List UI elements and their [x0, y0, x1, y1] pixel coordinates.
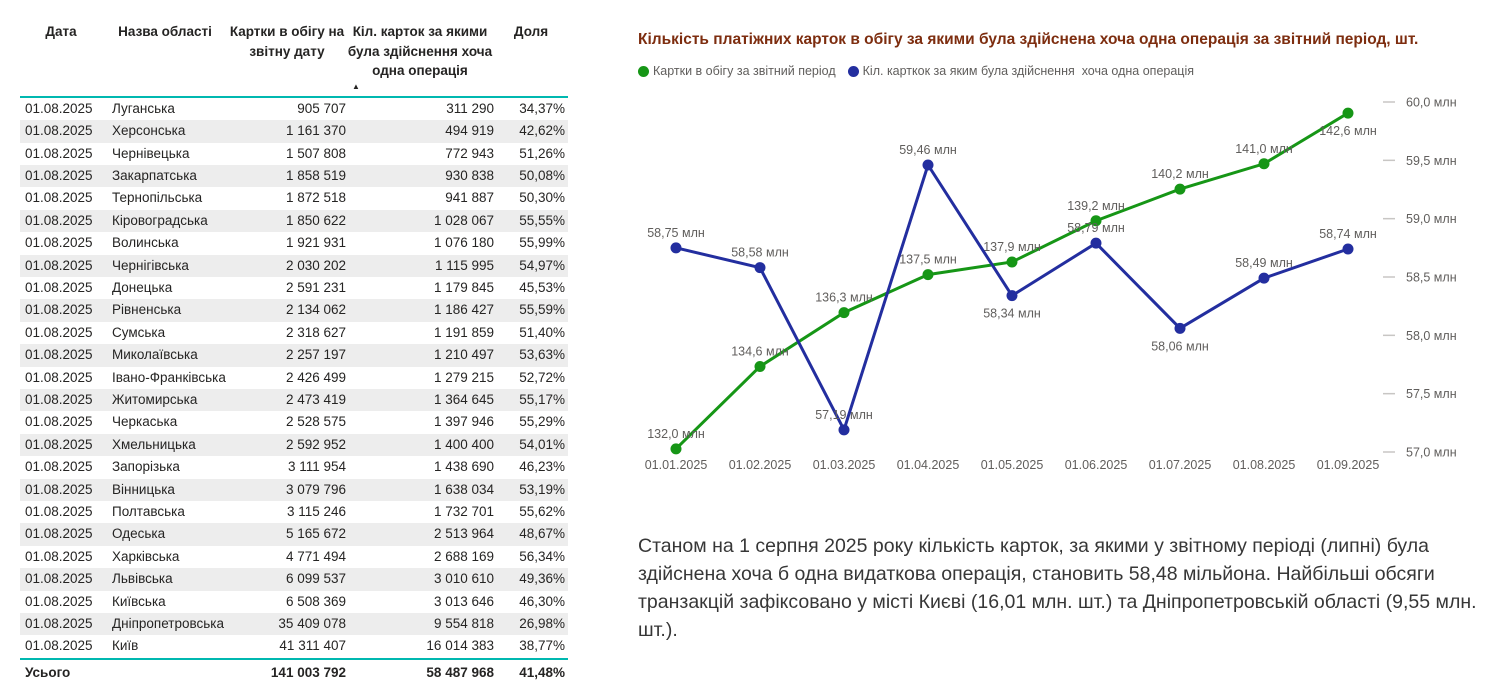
- row-active-value: 494 919: [445, 123, 494, 139]
- row-active-value: 1 186 427: [433, 302, 494, 318]
- row-active-value: 1 400 400: [433, 436, 494, 452]
- table-row[interactable]: [20, 591, 568, 613]
- row-share-value: 55,17%: [519, 391, 565, 407]
- blue-series-dot-icon: [848, 66, 859, 77]
- row-region: Київ: [112, 638, 139, 654]
- row-cards-value: 6 099 537: [285, 571, 346, 587]
- row-cards-value: 905 707: [297, 100, 346, 116]
- row-share-value: 50,30%: [519, 190, 565, 206]
- row-active-value: 930 838: [445, 167, 494, 183]
- region-table-body: [20, 97, 568, 659]
- row-date: 01.08.2025: [25, 548, 93, 564]
- y-axis-tick-label: 59,0 млн: [1406, 212, 1457, 227]
- table-row[interactable]: [20, 210, 568, 232]
- row-region: Хмельницька: [112, 436, 196, 452]
- row-cards-value: 2 030 202: [285, 257, 346, 273]
- table-row[interactable]: [20, 277, 568, 299]
- row-cards-value: 3 115 246: [286, 504, 346, 519]
- row-region: Чернігівська: [112, 257, 189, 273]
- row-share-value: 53,63%: [519, 347, 565, 363]
- data-point-label: 58,58 млн: [731, 245, 789, 260]
- table-row[interactable]: [20, 299, 568, 321]
- y-axis-tick-label: 60,0 млн: [1406, 95, 1457, 110]
- row-cards-value: 3 079 796: [285, 481, 346, 497]
- table-total-row: [20, 659, 568, 685]
- data-point[interactable]: [1343, 244, 1354, 255]
- data-point-label: 142,6 млн: [1319, 124, 1377, 139]
- row-date: 01.08.2025: [25, 123, 93, 139]
- data-point-label: 58,74 млн: [1319, 227, 1377, 241]
- row-active-value: 1 397 946: [433, 414, 494, 430]
- row-active-value: 772 943: [445, 145, 494, 161]
- column-header-cards[interactable]: [228, 18, 346, 97]
- sort-ascending-icon[interactable]: ▲: [352, 81, 360, 91]
- row-date: 01.08.2025: [25, 481, 93, 497]
- row-active-value: 1 638 034: [433, 481, 494, 497]
- row-date: 01.08.2025: [25, 257, 93, 273]
- data-point[interactable]: [1259, 158, 1270, 169]
- table-row[interactable]: [20, 120, 568, 142]
- data-point[interactable]: [1343, 108, 1354, 119]
- column-header-date-label: Дата: [45, 24, 77, 39]
- row-active-value: 311 290: [446, 100, 494, 116]
- row-date: 01.08.2025: [25, 302, 93, 318]
- x-axis-label: 01.01.2025: [644, 458, 708, 472]
- column-header-active-label: Кіл. карток за якими була здійснення хоча одна операція: [347, 24, 493, 79]
- row-region: Харківська: [112, 548, 180, 564]
- row-region: Кіровоградська: [112, 212, 208, 228]
- data-point-label: 132,0 млн: [647, 426, 705, 441]
- row-active-value: 1 438 690: [433, 459, 494, 475]
- row-share-value: 42,62%: [519, 123, 565, 139]
- row-cards-value: 1 858 519: [285, 167, 346, 183]
- row-region: Донецька: [112, 279, 173, 295]
- row-region: Одеська: [112, 526, 166, 542]
- row-share-value: 55,29%: [519, 414, 565, 430]
- column-header-share[interactable]: [494, 18, 568, 97]
- x-axis-label: 01.08.2025: [1232, 458, 1296, 472]
- table-row[interactable]: [20, 479, 568, 501]
- data-point[interactable]: [923, 160, 934, 171]
- row-date: 01.08.2025: [25, 100, 93, 116]
- row-active-value: 1 076 180: [433, 235, 494, 251]
- chart-legend: [638, 64, 1202, 78]
- data-point[interactable]: [1259, 273, 1270, 284]
- legend-label: Картки в обігу за звітний період: [653, 64, 836, 78]
- column-header-cards-label: Картки в обігу на звітну дату: [229, 24, 345, 59]
- legend-item-active-cards[interactable]: [848, 64, 1194, 78]
- data-point[interactable]: [839, 307, 850, 318]
- row-date: 01.08.2025: [25, 391, 93, 407]
- row-date: 01.08.2025: [25, 145, 93, 161]
- row-date: 01.08.2025: [25, 638, 93, 654]
- table-row[interactable]: [20, 255, 568, 277]
- row-region: Херсонська: [112, 123, 186, 139]
- row-share-value: 55,59%: [519, 302, 565, 318]
- table-row[interactable]: [20, 232, 568, 254]
- row-active-value: 3 013 646: [433, 593, 494, 609]
- row-region: Волинська: [112, 235, 179, 251]
- total-share-value: 41,48%: [494, 659, 568, 685]
- table-row[interactable]: [20, 143, 568, 165]
- table-row[interactable]: [20, 322, 568, 344]
- data-point[interactable]: [755, 361, 766, 372]
- row-date: 01.08.2025: [25, 593, 93, 609]
- row-active-value: 1 115 995: [434, 257, 494, 273]
- row-cards-value: 2 318 627: [285, 324, 346, 340]
- column-header-active[interactable]: [346, 18, 494, 97]
- row-cards-value: 2 426 499: [285, 369, 346, 385]
- row-share-value: 54,97%: [519, 257, 565, 273]
- row-share-value: 38,77%: [519, 638, 565, 654]
- row-share-value: 49,36%: [519, 571, 565, 587]
- x-axis-label: 01.09.2025: [1316, 458, 1380, 472]
- row-date: 01.08.2025: [25, 347, 93, 363]
- row-active-value: 1 279 215: [433, 369, 494, 385]
- row-region: Миколаївська: [112, 347, 198, 363]
- data-point-label: 137,9 млн: [983, 239, 1041, 254]
- table-row[interactable]: [20, 344, 568, 366]
- row-active-value: 941 887: [445, 190, 494, 206]
- table-row[interactable]: [20, 635, 568, 658]
- row-active-value: 1 028 067: [433, 212, 494, 228]
- data-point-label: 58,49 млн: [1235, 256, 1293, 271]
- row-cards-value: 2 528 575: [285, 414, 346, 430]
- row-date: 01.08.2025: [25, 436, 93, 452]
- row-share-value: 46,30%: [519, 593, 565, 609]
- row-share-value: 52,72%: [519, 369, 565, 385]
- x-axis-label: 01.03.2025: [812, 458, 876, 472]
- row-cards-value: 3 111 954: [287, 459, 346, 475]
- legend-item-cards-in-circulation[interactable]: [638, 64, 836, 78]
- row-share-value: 48,67%: [519, 526, 565, 542]
- table-row[interactable]: [20, 546, 568, 568]
- row-region: Івано-Франківська: [112, 369, 226, 385]
- data-point[interactable]: [671, 443, 682, 454]
- row-active-value: 1 210 497: [433, 347, 494, 363]
- row-share-value: 53,19%: [519, 481, 565, 497]
- row-region: Київська: [112, 593, 166, 609]
- y-axis-tick-label: 57,5 млн: [1406, 387, 1457, 402]
- row-region: Луганська: [112, 100, 175, 116]
- row-share-value: 55,62%: [519, 504, 565, 519]
- data-point-label: 140,2 млн: [1151, 167, 1209, 182]
- data-point-label: 58,34 млн: [983, 306, 1041, 321]
- row-region: Сумська: [112, 324, 166, 340]
- table-row[interactable]: [20, 97, 568, 120]
- row-region: Львівська: [112, 571, 173, 587]
- table-row[interactable]: [20, 501, 568, 523]
- row-share-value: 51,40%: [519, 324, 565, 340]
- column-header-date[interactable]: [20, 18, 102, 97]
- row-cards-value: 5 165 672: [285, 526, 346, 542]
- row-active-value: 2 688 169: [433, 548, 494, 564]
- row-active-value: 16 014 383: [426, 638, 494, 654]
- row-cards-value: 2 257 197: [285, 347, 346, 363]
- data-point-label: 59,46 млн: [899, 143, 957, 157]
- data-point[interactable]: [755, 262, 766, 273]
- row-date: 01.08.2025: [25, 571, 93, 587]
- row-cards-value: 1 921 931: [285, 235, 346, 251]
- row-region: Житомирська: [112, 391, 198, 407]
- row-cards-value: 2 591 231: [285, 279, 346, 295]
- row-cards-value: 1 872 518: [285, 190, 346, 206]
- table-row[interactable]: [20, 367, 568, 389]
- row-region: Запорізька: [112, 459, 180, 475]
- row-active-value: 2 513 964: [433, 526, 494, 542]
- data-point[interactable]: [1175, 184, 1186, 195]
- table-row[interactable]: [20, 434, 568, 456]
- row-date: 01.08.2025: [25, 279, 93, 295]
- table-row[interactable]: [20, 165, 568, 187]
- table-row[interactable]: [20, 456, 568, 478]
- row-region: Чернівецька: [112, 145, 190, 161]
- table-row[interactable]: [20, 187, 568, 209]
- row-date: 01.08.2025: [25, 526, 93, 542]
- row-cards-value: 2 473 419: [285, 391, 346, 407]
- row-cards-value: 6 508 369: [285, 593, 346, 609]
- total-active-value: 58 487 968: [346, 659, 494, 685]
- row-date: 01.08.2025: [25, 324, 93, 340]
- row-region: Вінницька: [112, 481, 175, 497]
- row-cards-value: 4 771 494: [285, 548, 346, 564]
- data-point[interactable]: [923, 269, 934, 280]
- row-cards-value: 2 134 062: [285, 302, 346, 318]
- row-active-value: 1 191 859: [433, 324, 494, 340]
- data-point[interactable]: [839, 424, 850, 435]
- y-axis-tick-label: 57,0 млн: [1406, 445, 1457, 460]
- row-date: 01.08.2025: [25, 504, 93, 519]
- x-axis-label: 01.06.2025: [1064, 458, 1128, 472]
- y-axis-tick-label: 58,5 млн: [1406, 270, 1457, 285]
- row-share-value: 54,01%: [519, 436, 565, 452]
- row-date: 01.08.2025: [25, 459, 93, 475]
- row-active-value: 1 732 701: [433, 504, 494, 519]
- row-share-value: 34,37%: [519, 100, 565, 116]
- row-share-value: 55,99%: [519, 235, 565, 251]
- row-cards-value: 35 409 078: [278, 616, 346, 632]
- region-table: [20, 18, 568, 685]
- data-point-label: 134,6 млн: [731, 344, 789, 359]
- row-cards-value: 1 850 622: [285, 212, 346, 228]
- data-point[interactable]: [1007, 256, 1018, 267]
- row-share-value: 26,98%: [519, 616, 565, 632]
- green-series-dot-icon: [638, 66, 649, 77]
- row-region: Полтавська: [112, 504, 185, 519]
- row-cards-value: 2 592 952: [285, 436, 346, 452]
- table-row[interactable]: [20, 568, 568, 590]
- row-active-value: 1 364 645: [433, 391, 494, 407]
- data-point-label: 58,75 млн: [647, 225, 705, 240]
- row-date: 01.08.2025: [25, 414, 93, 430]
- line-chart: [620, 86, 1486, 498]
- data-point[interactable]: [671, 242, 682, 253]
- data-point-label: 141,0 млн: [1235, 141, 1293, 156]
- row-share-value: 55,55%: [519, 212, 565, 228]
- row-date: 01.08.2025: [25, 190, 93, 206]
- chart-title: Кількість платіжних карток в обігу за якими була здійснена хоча одна операція за звітний період, шт.: [638, 31, 1419, 48]
- row-share-value: 46,23%: [519, 459, 565, 475]
- row-region: Рівненська: [112, 302, 182, 318]
- row-region: Тернопільська: [112, 190, 203, 206]
- column-header-region[interactable]: [102, 18, 228, 97]
- x-axis-label: 01.07.2025: [1148, 458, 1212, 472]
- row-region: Дніпропетровська: [112, 616, 225, 632]
- row-region: Черкаська: [112, 414, 178, 430]
- data-point-label: 58,79 млн: [1067, 221, 1125, 236]
- y-axis-tick-label: 59,5 млн: [1406, 153, 1457, 168]
- total-label: Усього: [20, 659, 228, 685]
- row-region: Закарпатська: [112, 167, 197, 183]
- legend-label: Кіл. карткок за яким була здійснення хоча одна операція: [862, 64, 1195, 78]
- row-cards-value: 1 161 370: [285, 123, 346, 139]
- row-cards-value: 41 311 407: [279, 638, 346, 654]
- summary-text: Станом на 1 серпня 2025 року кількість карток, за якими у звітному періоді (липні) була здійснена хоча б одна видаткова операція, становить 58,48 мільйона. Найбільші обсяги транзакцій зафіксовано у місті Києві (16,01 млн. шт.) та Дніпропетровській області (9,55 млн. шт.).: [638, 535, 1477, 641]
- y-axis-tick-label: 58,0 млн: [1406, 328, 1457, 343]
- row-date: 01.08.2025: [25, 369, 93, 385]
- column-header-share-label: Доля: [513, 24, 549, 39]
- table-row[interactable]: [20, 523, 568, 545]
- column-header-region-label: Назва області: [118, 24, 212, 39]
- data-point-label: 136,3 млн: [815, 290, 873, 305]
- row-share-value: 50,08%: [519, 167, 565, 183]
- data-point-label: 139,2 млн: [1067, 198, 1125, 213]
- x-axis-label: 01.04.2025: [896, 458, 960, 472]
- table-row[interactable]: [20, 613, 568, 635]
- row-date: 01.08.2025: [25, 235, 93, 251]
- x-axis-label: 01.02.2025: [728, 458, 792, 472]
- row-active-value: 9 554 818: [433, 616, 494, 632]
- row-share-value: 56,34%: [519, 548, 565, 564]
- row-cards-value: 1 507 808: [285, 145, 346, 161]
- table-row[interactable]: [20, 411, 568, 433]
- row-date: 01.08.2025: [25, 167, 93, 183]
- data-point[interactable]: [1007, 290, 1018, 301]
- table-header-row: [20, 18, 568, 97]
- row-active-value: 1 179 845: [433, 279, 494, 295]
- row-share-value: 51,26%: [519, 145, 565, 161]
- data-point[interactable]: [1091, 238, 1102, 249]
- row-date: 01.08.2025: [25, 212, 93, 228]
- row-active-value: 3 010 610: [433, 571, 494, 587]
- row-share-value: 45,53%: [519, 279, 565, 295]
- row-date: 01.08.2025: [25, 616, 93, 632]
- total-cards-value: 141 003 792: [228, 659, 346, 685]
- x-axis-label: 01.05.2025: [980, 458, 1044, 472]
- data-point-label: 58,06 млн: [1151, 339, 1209, 354]
- series-line: [676, 113, 1348, 449]
- data-point[interactable]: [1175, 323, 1186, 334]
- table-row[interactable]: [20, 389, 568, 411]
- data-point-label: 137,5 млн: [899, 252, 957, 267]
- data-point-label: 57,19 млн: [815, 407, 873, 422]
